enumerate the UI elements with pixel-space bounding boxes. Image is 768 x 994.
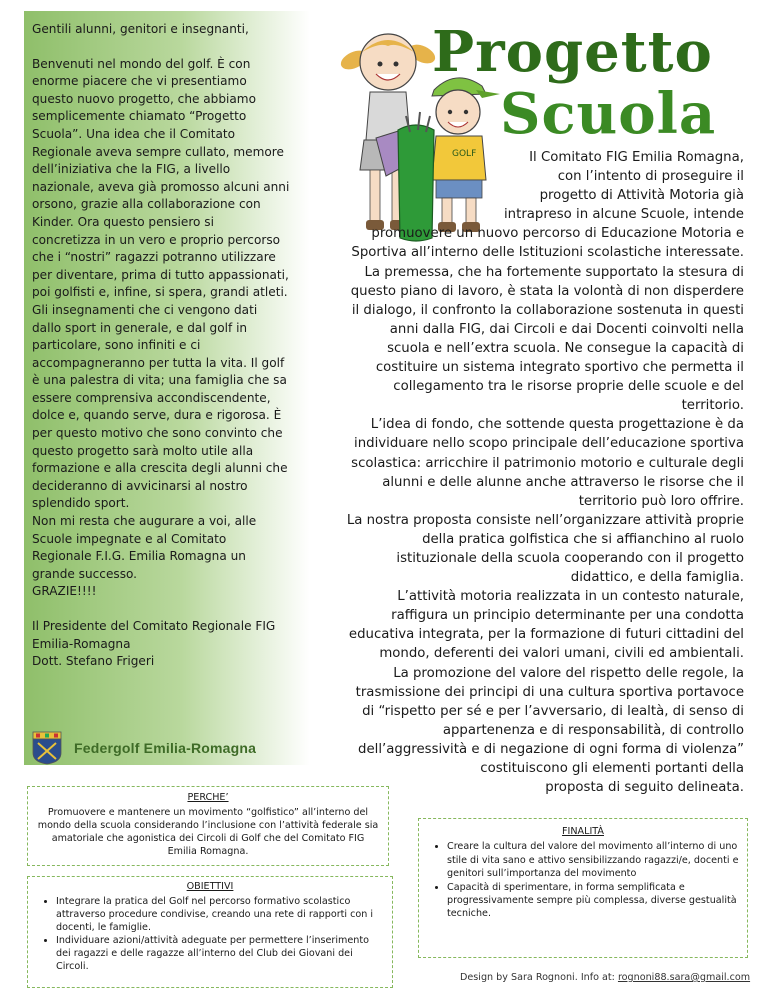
letter-line: semplicemente chiamato “Progetto [32, 109, 247, 124]
letter-line: grande successo. [32, 566, 138, 581]
description-line: alunni e delle alunne anche attraverso le risorse che il [382, 474, 744, 490]
obiettivi-item: • Integrare la pratica del Golf nel percorso formativo scolastico attraverso procedure condivise, creando una rete di rapporti con i docenti, le famiglie. [56, 895, 386, 934]
description-line: territorio. [681, 398, 744, 414]
description-line: intrapreso in alcune Scuole, intende [503, 207, 744, 223]
letter-line: per diventare, prima di tutto appassionati, [32, 267, 289, 282]
description-line: appartenenza e di responsabilità, di controllo [442, 722, 744, 738]
obiettivi-box [27, 876, 393, 988]
finalita-title: FINALITÀ [562, 826, 604, 837]
description-line: scolastica: arricchire il patrimonio motorio e culturale degli [351, 455, 744, 471]
obiettivi-title: OBIETTIVI [186, 881, 234, 892]
finalita-item: • Creare la cultura del valore del movimento all’interno di uno stile di vita sano e attivo sensibilizzando ragazzi/e, docenti e genitori sull’importanza del movimento [447, 840, 741, 880]
title-progetto: Progetto [432, 19, 713, 85]
footer-credit [460, 972, 750, 983]
title-scuola: Scuola [500, 81, 717, 147]
letter-line: GRAZIE!!!! [32, 584, 97, 599]
description-line: progetto di Attività Motoria già [539, 188, 744, 204]
signature-line: Dott. Stefano Frigeri [32, 654, 155, 669]
description-line: anni dalla FIG, dai Circoli e dai Docenti coinvolti nella [389, 321, 744, 337]
description-line: mondo, deferenti dei valori umani, civili ed ambientali. [379, 646, 744, 662]
letter-line: questo nuovo progetto, che abbiamo [32, 91, 256, 106]
description-line: della pratica golfistica che si affianchino al ruolo [422, 531, 744, 547]
description-line: Sportiva all’interno delle Istituzioni scolastiche interessate. [351, 245, 744, 261]
letter-line: orsono, grazie alla collaborazione con [32, 197, 261, 212]
description-line: La premessa, che ha fortemente supportato la stesura di [364, 264, 744, 280]
letter-line: splendido sport. [32, 496, 130, 511]
description-line: trasmissione dei principi di una cultura sportiva portavoce [355, 684, 744, 700]
letter-line: è una palestra di vita; una famiglia che sa [32, 373, 287, 388]
description-line: L’idea di fondo, che sottende questa progettazione è da [370, 417, 744, 433]
letter-line: particolare, sono infiniti e ci [32, 338, 201, 353]
description-line: promuovere un nuovo percorso di Educazione Motoria e [371, 226, 744, 242]
description-line: raffigura un principio determinante per una condotta [391, 608, 744, 624]
description-line: con l’intento di proseguire il [557, 169, 744, 185]
description-line: collegamento tra le risorse proprie delle scuole e del [393, 379, 744, 395]
perche-box [27, 786, 389, 866]
signature-line: Emilia-Romagna [32, 636, 131, 651]
description-line: istituzionale della scuola cooperando con il progetto [396, 550, 744, 566]
project-description [300, 148, 744, 797]
description-line: dell’aggressività e di negazione di ogni forma di violenza” [358, 741, 744, 757]
letter-line: Kinder. Ora questo pensiero si [32, 214, 214, 229]
federation-shield-icon [32, 731, 62, 765]
letter-line: Scuole impegnate e al Comitato [32, 531, 227, 546]
footer-email-link[interactable]: rognoni88.sara@gmail.com [617, 972, 751, 983]
letter-line: dolce e, quando serve, dura e rigorosa. È [32, 408, 282, 423]
bag-logo-text: GOLF [452, 149, 477, 159]
description-line: territorio può loro offrire. [578, 493, 744, 509]
letter-line: formazione e alla crescita degli alunni che [32, 461, 288, 476]
description-line: L’attività motoria realizzata in un contesto naturale, [397, 589, 744, 605]
letter-line: Gli insegnamenti che ci vengono dati [32, 302, 258, 317]
description-line: il dialogo, il confronto la collaborazione sostenuta in questi [351, 302, 744, 318]
description-line: questo piano di lavoro, è stata la volontà di non disperdere [350, 283, 744, 299]
president-letter-panel [24, 11, 310, 765]
letter-line: Benvenuti nel mondo del golf. È con [32, 56, 251, 71]
perche-line: mondo della scuola considerando l’inclusione con l’attività federale sia [37, 820, 379, 831]
description-line: di “rispetto per sé e per l’avversario, di lealtà, di senso di [362, 703, 744, 719]
letter-line: Scuola”. Una idea che il Comitato [32, 126, 236, 141]
letter-line: Regionale aveva sempre cullato, memore [32, 144, 284, 159]
finalita-list [425, 840, 741, 920]
letter-line: questo progetto sarà molto utile alla [32, 443, 254, 458]
letter-line: nazionale, aveva già promosso alcuni anni [32, 179, 290, 194]
perche-text [32, 806, 384, 858]
letter-signature [32, 618, 302, 671]
letter-line: enorme piacere che vi presentiamo [32, 74, 247, 89]
description-line: scuola e nell’extra scuola. Ne consegue la capacità di [387, 340, 744, 356]
description-line: Il Comitato FIG Emilia Romagna, [529, 150, 744, 165]
letter-line: per questo motivo che sono convinto che [32, 426, 283, 441]
perche-line: amatoriale che agonistica dei Circoli di Golf che del Comitato FIG [51, 833, 365, 844]
description-line: costituiscono gli elementi portanti della [480, 761, 744, 776]
letter-line: che i “nostri” ragazzi potranno utilizzare [32, 250, 276, 265]
description-line: La promozione del valore del rispetto delle regole, la [393, 665, 744, 681]
letter-line: decideranno di avvicinarsi al nostro [32, 478, 248, 493]
federgolf-logo [32, 731, 256, 765]
description-line: proposta di seguito delineata. [545, 780, 744, 796]
perche-line: Emilia Romagna. [167, 846, 249, 857]
letter-line: accompagneranno per tutta la vita. Il golf [32, 355, 285, 370]
federation-name: Federgolf Emilia-Romagna [74, 740, 257, 756]
letter-line: dallo sport in generale, e dal golf in [32, 320, 248, 335]
perche-line: Promuovere e mantenere un movimento “golfistico” all’interno del [47, 807, 369, 818]
letter-line: poi golfisti e, infine, si spera, grandi atleti. [32, 285, 288, 300]
signature-line: Il Presidente del Comitato Regionale FIG [32, 619, 276, 633]
footer-text: Design by Sara Rognoni. Info at: [460, 972, 618, 983]
obiettivi-item: • Individuare azioni/attività adeguate per permettere l’inserimento dei ragazzi e delle ragazze all’interno del Club dei Giovani dei Circoli. [56, 934, 386, 973]
description-line: La nostra proposta consiste nell’organizzare attività proprie [346, 512, 744, 528]
letter-line: concretizza in un vero e proprio percorso [32, 232, 281, 247]
letter-line: Non mi resta che augurare a voi, alle [32, 514, 257, 529]
letter-line: Regionale F.I.G. Emilia Romagna un [32, 549, 246, 564]
perche-title: PERCHE’ [187, 792, 229, 803]
description-line: costituire un sistema integrato sportivo che permetta il [375, 360, 744, 376]
obiettivi-list [34, 895, 386, 973]
letter-line: essere comprensiva accondiscendente, [32, 390, 271, 405]
description-line: individuare nello scopo principale dell’educazione sportiva [354, 436, 744, 452]
description-line: educativa integrata, per la formazione di futuri cittadini del [348, 627, 744, 643]
letter-greeting: Gentili alunni, genitori e insegnanti, [32, 22, 249, 36]
letter-body [32, 56, 302, 601]
description-line: didattico, e della famiglia. [570, 570, 744, 586]
finalita-item: • Capacità di sperimentare, in forma semplificata e progressivamente sempre più complessa, diverse gestualità tecniche. [447, 881, 741, 921]
letter-line: dell’iniziativa che la FIG, a livello [32, 162, 231, 177]
finalita-box [418, 818, 748, 958]
